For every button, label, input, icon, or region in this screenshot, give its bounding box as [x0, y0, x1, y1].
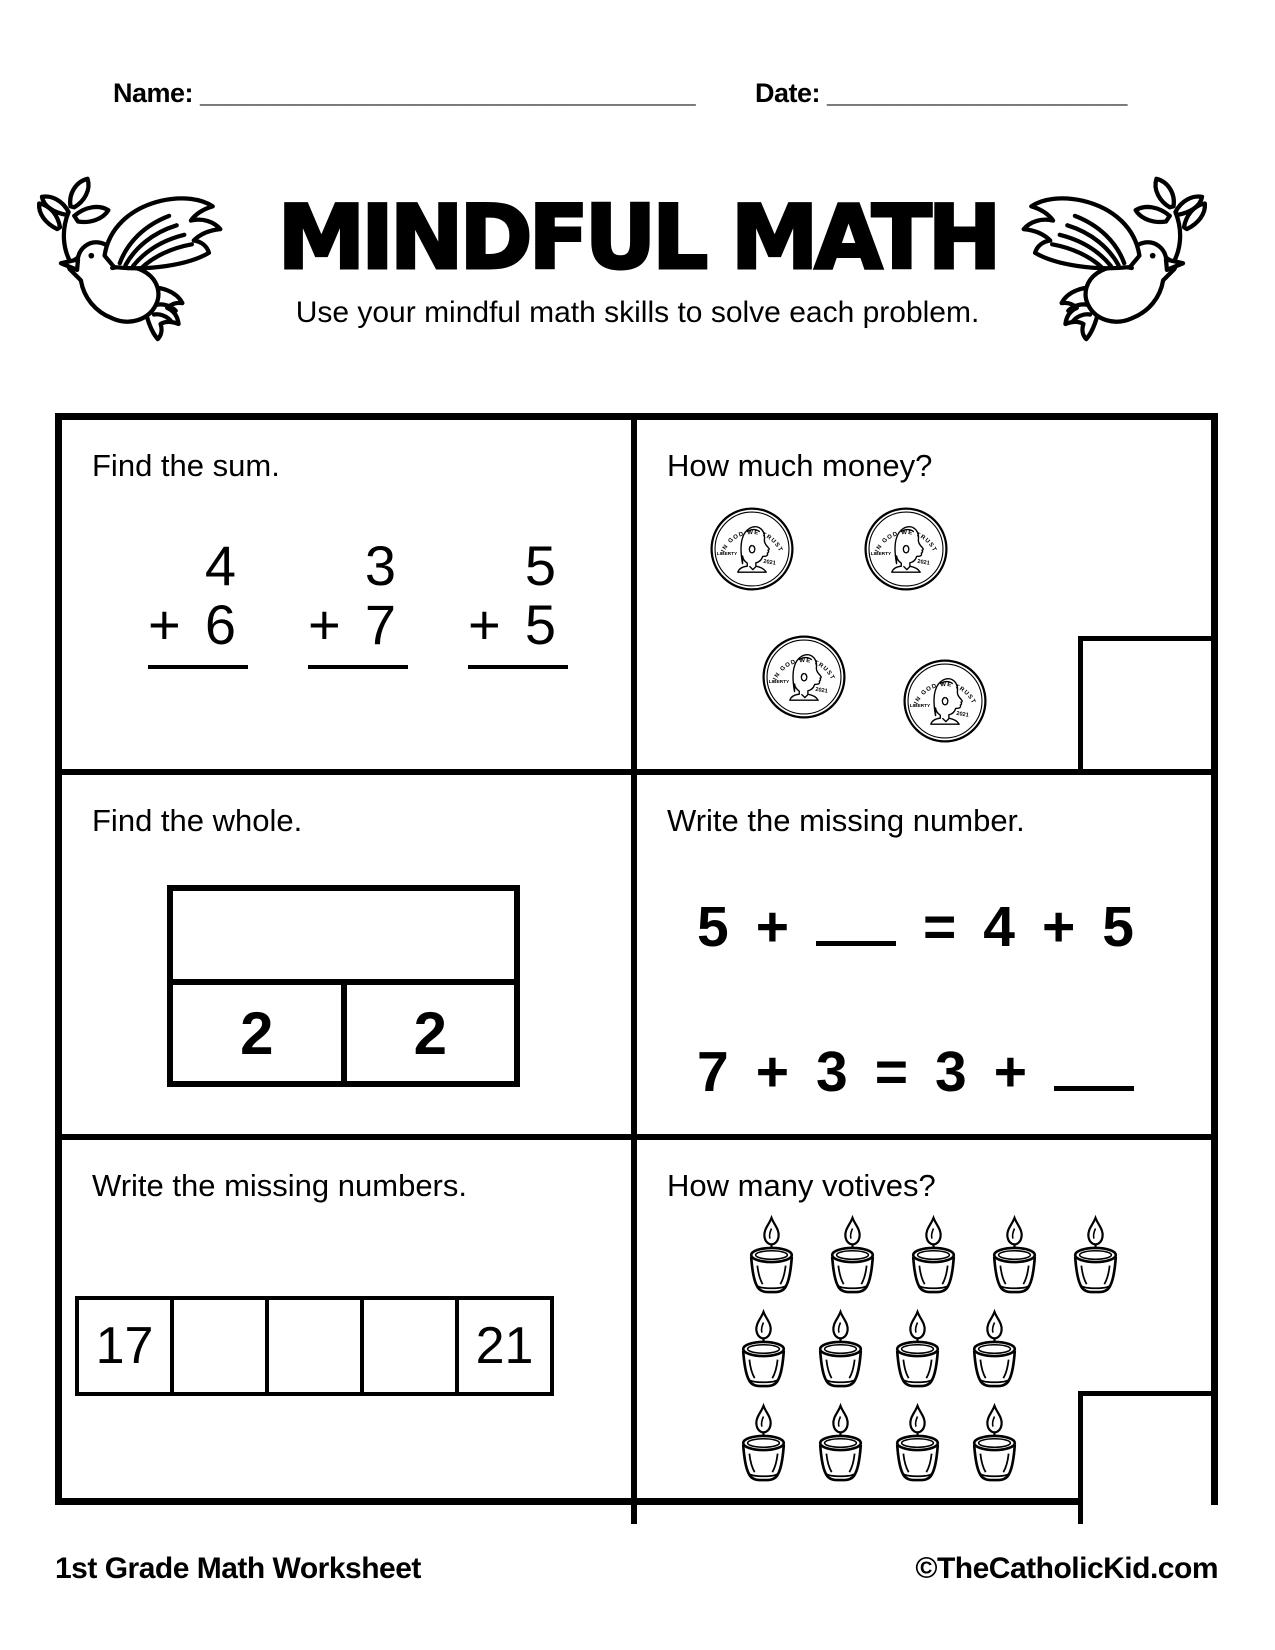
plus-operator: +: [308, 593, 341, 657]
name-blank-line[interactable]: _________________________________: [200, 78, 696, 108]
problem-write-missing-number: [637, 775, 1211, 1140]
plus-operator: +: [468, 593, 501, 657]
problem-write-missing-numbers: [62, 1140, 637, 1524]
votive-candle-icon: [968, 1308, 1021, 1390]
votive-candle-icon: [891, 1402, 944, 1484]
addend-top: 3: [364, 534, 396, 597]
svg-text:2021: 2021: [814, 686, 829, 695]
votive-candle-icon: [737, 1402, 790, 1484]
problem-find-the-whole: [62, 775, 637, 1140]
addend-top: 4: [204, 534, 236, 597]
missing-number-blank[interactable]: [816, 887, 896, 946]
penny-coin-icon: [863, 506, 949, 592]
votive-candle-icon: [891, 1308, 944, 1390]
page-footer: [55, 1552, 1218, 1586]
equation-term: 4: [983, 895, 1015, 960]
equals-sign: =: [923, 895, 957, 960]
votive-row: [745, 1214, 1181, 1296]
svg-text:IN GOD WE TRUST: IN GOD WE TRUST: [720, 529, 784, 554]
votive-candle-icon: [988, 1214, 1041, 1296]
footer-copyright: ©TheCatholicKid.com: [915, 1552, 1218, 1585]
answer-box[interactable]: [1078, 636, 1211, 769]
problem-label: How much money?: [667, 448, 933, 483]
addend-top: 5: [524, 534, 556, 597]
svg-text:IN GOD WE TRUST: IN GOD WE TRUST: [874, 529, 938, 554]
svg-text:LIBERTY: LIBERTY: [716, 552, 738, 558]
addition-problem[interactable]: [148, 536, 248, 669]
problem-label: Write the missing number.: [667, 803, 1025, 838]
answer-box[interactable]: [1078, 1391, 1211, 1524]
sequence-cell-blank[interactable]: [265, 1296, 364, 1396]
page-subtitle: Use your mindful math skills to solve each problem.: [295, 296, 980, 329]
sequence-cell: 17: [75, 1296, 174, 1396]
date-label: Date:: [755, 78, 821, 108]
equations: [697, 887, 1181, 1105]
votive-candle-icon: [1069, 1214, 1122, 1296]
svg-text:LIBERTY: LIBERTY: [768, 680, 790, 686]
addend-bottom: 6: [204, 593, 236, 657]
problem-how-much-money: [637, 420, 1211, 775]
equation: [697, 887, 1181, 960]
sequence-cell-blank[interactable]: [360, 1296, 459, 1396]
penny-coin-icon: [709, 506, 795, 592]
problem-how-many-votives: [637, 1140, 1211, 1524]
votive-candle-icon: [814, 1402, 867, 1484]
date-field: [755, 78, 1127, 109]
missing-number-blank[interactable]: [1054, 1032, 1134, 1091]
penny-coin-icon: [761, 634, 847, 720]
svg-text:2021: 2021: [762, 558, 777, 567]
svg-text:2021: 2021: [955, 710, 970, 719]
page-title: MINDFUL MATH: [277, 186, 998, 289]
problem-label: Find the sum.: [92, 448, 280, 483]
votive-candle-icon: [745, 1214, 798, 1296]
date-blank-line[interactable]: ____________________: [827, 78, 1128, 108]
equation-term: 3: [816, 1040, 848, 1105]
plus-operator: +: [993, 1040, 1027, 1105]
addend-bottom: 5: [524, 593, 556, 657]
plus-operator: +: [148, 593, 181, 657]
svg-text:LIBERTY: LIBERTY: [909, 704, 931, 710]
equation-term: 5: [697, 895, 729, 960]
number-sequence-strip: [75, 1296, 554, 1396]
problem-label: Find the whole.: [92, 803, 303, 838]
votive-row: [737, 1308, 1181, 1390]
part-box: 2: [173, 985, 347, 1081]
name-field: [113, 78, 696, 109]
equation-term: 7: [697, 1040, 729, 1105]
problem-find-the-sum: [62, 420, 637, 775]
addend-bottom: 7: [364, 593, 396, 657]
votive-candle-icon: [814, 1308, 867, 1390]
equation: [697, 1032, 1181, 1105]
votive-candle-icon: [907, 1214, 960, 1296]
problem-label: How many votives?: [667, 1168, 936, 1203]
problems-grid: [55, 413, 1218, 1505]
penny-coin-icon: [902, 658, 988, 744]
equation-term: 5: [1102, 895, 1134, 960]
svg-text:IN GOD WE TRUST: IN GOD WE TRUST: [772, 657, 836, 682]
whole-box[interactable]: [173, 891, 514, 985]
plus-operator: +: [755, 895, 789, 960]
votive-candle-icon: [737, 1308, 790, 1390]
sequence-cell-blank[interactable]: [170, 1296, 269, 1396]
footer-worksheet-level: 1st Grade Math Worksheet: [55, 1552, 421, 1585]
plus-operator: +: [1042, 895, 1076, 960]
part-part-whole-diagram: [167, 885, 520, 1087]
part-box: 2: [413, 999, 447, 1067]
svg-text:IN GOD WE TRUST: IN GOD WE TRUST: [913, 681, 977, 706]
name-label: Name:: [113, 78, 194, 108]
votive-candle-icon: [968, 1402, 1021, 1484]
svg-text:2021: 2021: [916, 558, 931, 567]
problem-label: Write the missing numbers.: [92, 1168, 467, 1203]
svg-text:LIBERTY: LIBERTY: [870, 552, 892, 558]
equation-term: 3: [935, 1040, 967, 1105]
sequence-cell: 21: [455, 1296, 554, 1396]
plus-operator: +: [755, 1040, 789, 1105]
votive-candle-icon: [826, 1214, 879, 1296]
equals-sign: =: [874, 1040, 908, 1105]
vertical-addition-problems: [148, 536, 601, 669]
addition-problem[interactable]: [308, 536, 408, 669]
addition-problem[interactable]: [468, 536, 568, 669]
